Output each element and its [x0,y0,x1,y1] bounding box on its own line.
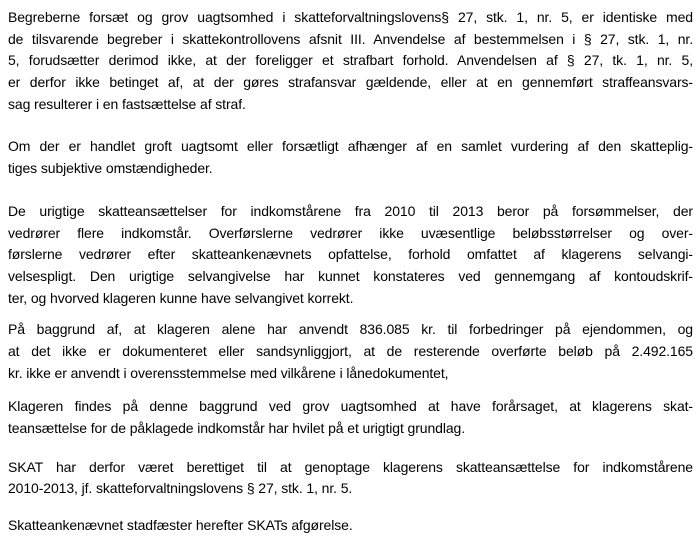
text-line: tiges subjektive omstændigheder. [8,160,213,177]
text-line: ter, og hvorved klageren kunne have selvangivet korrekt. [8,289,354,306]
text-line: velsespligt. Den urigtige selvangivelse har kunnet konstateres ved gennemgang af kontoudskrif- [8,267,693,284]
paragraph-subjective-assessment [8,136,693,179]
text-line: sag resulterer i en fastsættelse af straf. [8,95,246,112]
text-line: Klageren findes på denne baggrund ved grov uagtsomhed at have forårsaget, at klagerens skat- [8,398,693,415]
text-line: teansættelse for de påklagede indkomstår har hvilet på et urigtigt grundlag. [8,420,466,436]
text-line: de tilsvarende begreber i skattekontrollovens afsnit III. Anvendelse af bestemmelsen i § 27, stk. 1, nr. [8,30,693,47]
text-line: På baggrund af, at klageren alene har anvendt 836.085 kr. til forbedringer på ejendommen, og [8,321,693,338]
text-line: at det ikke er dokumenteret eller sandsynliggjort, at de resterende overførte beløb på 2.492.165 [8,342,693,359]
text-line: De urigtige skatteansættelser for indkomstårene fra 2010 til 2013 beror på forsømmelser, der [8,202,693,219]
text-line: 2010-2013, jf. skatteforvaltningslovens § 27, stk. 1, nr. 5. [8,480,353,497]
text-line: kr. ikke er anvendt i overensstemmelse med vilkårene i lånedokumentet, [8,364,449,381]
text-line: vedrører flere indkomstår. Overførslerne vedrører ikke uvæsentlige beløbsstørrelser og over- [8,224,693,241]
paragraph-skat-entitled [8,457,693,500]
text-line: Begreberne forsæt og grov uagtsomhed i skatteforvaltningslovens§ 27, stk. 1, nr. 5, er identiske med [8,9,693,25]
text-line: 5, forudsætter derimod ikke, at der foreligger et strafbart forhold. Anvendelsen af § 27, tk. 1, nr. 5, [8,52,693,69]
text-line: Om der er handlet groft uagtsomt eller forsætligt afhænger af en samlet vurdering af den skatteplig- [8,138,693,155]
text-line: er derfor ikke betinget af, at der gøres strafansvar gældende, eller at en gennemført straffeansvars- [8,74,693,91]
paragraph-gross-negligence-finding [8,396,693,439]
text-line: førslerne vedrører efter skatteankenævnets opfattelse, forhold omfattet af klagerens selvangi- [8,246,693,263]
paragraph-conclusion [8,515,693,537]
text-line: SKAT har derfor været berettiget til at genoptage klagerens skatteansættelse for indkomstårene [8,458,693,475]
paragraph-incorrect-assessments [8,201,693,309]
paragraph-identical-concepts [8,7,693,115]
paragraph-amounts-basis [8,319,693,384]
text-line: Skatteankenævnet stadfæster herefter SKATs afgørelse. [8,517,353,534]
